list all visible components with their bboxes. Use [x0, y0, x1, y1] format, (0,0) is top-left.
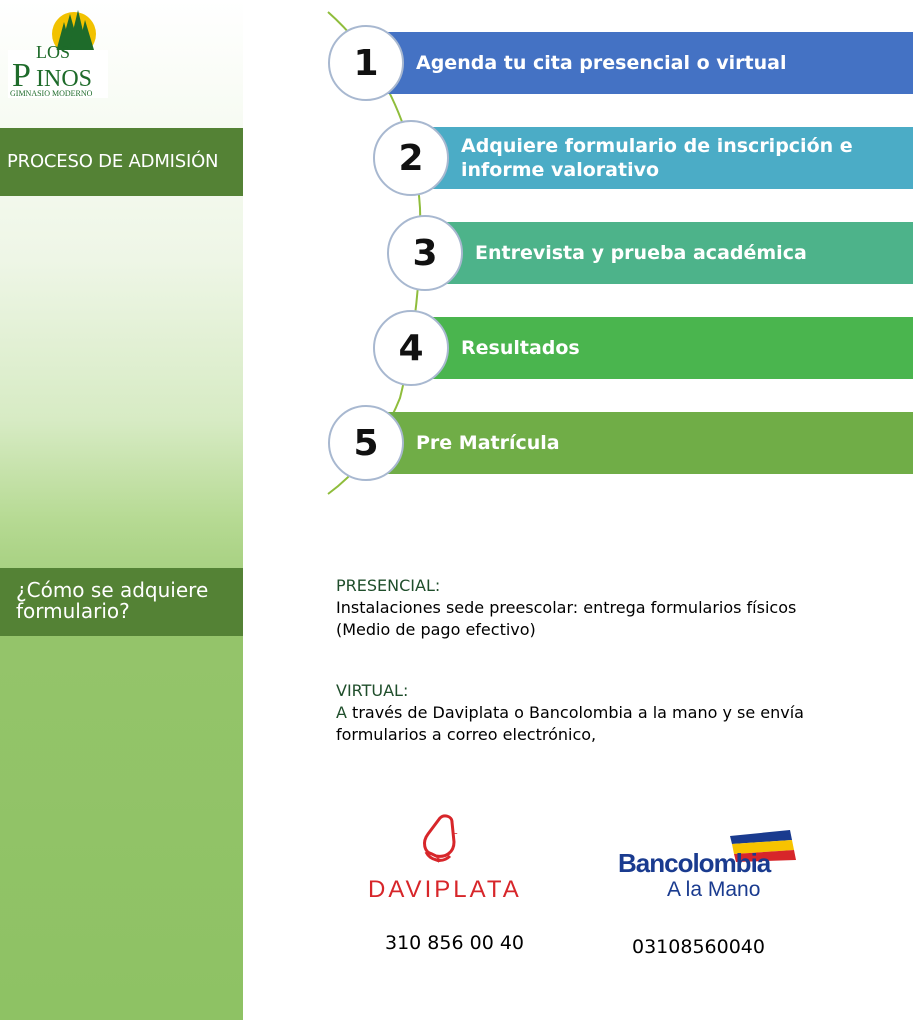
step-1-bar — [366, 32, 913, 94]
los-pinos-logo — [8, 6, 108, 98]
step-4-bar — [411, 317, 913, 379]
step-1-number: 1 — [328, 25, 404, 101]
virtual-info — [336, 680, 804, 746]
svg-text:LOS: LOS — [36, 42, 71, 62]
step-3-bar — [425, 222, 913, 284]
admission-process-label: PROCESO DE ADMISIÓN — [7, 151, 219, 172]
step-4-number: 4 — [373, 310, 449, 386]
step-2-bar — [411, 127, 913, 189]
daviplata-logo — [366, 812, 531, 907]
bancolombia-wordmark: Bancolombia — [618, 848, 771, 878]
virtual-first-letter: A — [336, 703, 347, 722]
step-5-label: Pre Matrícula — [416, 432, 560, 454]
step-3-number: 3 — [387, 215, 463, 291]
virtual-line-1-rest: través de Daviplata o Bancolombia a la mano y se envía — [346, 703, 804, 722]
svg-text:$: $ — [436, 854, 442, 864]
virtual-line-1 — [336, 702, 804, 724]
daviplata-number: 310 856 00 40 — [385, 932, 525, 954]
step-5-number: 5 — [328, 405, 404, 481]
how-to-acquire-header — [0, 568, 243, 636]
svg-text:INOS: INOS — [36, 66, 93, 92]
bancolombia-logo — [612, 830, 797, 910]
presencial-line-1: Instalaciones sede preescolar: entrega formularios físicos — [336, 598, 797, 617]
presencial-info — [336, 575, 796, 641]
bancolombia-number: 03108560040 — [632, 936, 765, 958]
sidebar — [0, 0, 243, 1020]
virtual-heading: VIRTUAL: — [336, 681, 409, 700]
svg-text:GIMNASIO MODERNO: GIMNASIO MODERNO — [10, 89, 93, 98]
step-2-label: Adquiere formulario de inscripción e informe valorativo — [461, 135, 853, 181]
bancolombia-subtitle: A la Mano — [667, 878, 761, 901]
presencial-line-2: (Medio de pago efectivo) — [336, 620, 536, 639]
step-1-label: Agenda tu cita presencial o virtual — [416, 52, 787, 74]
step-5-bar — [366, 412, 913, 474]
admission-process-header — [0, 128, 243, 196]
step-2-number: 2 — [373, 120, 449, 196]
step-4-label: Resultados — [461, 337, 580, 359]
svg-text:L: L — [452, 826, 458, 837]
svg-text:P: P — [12, 57, 31, 94]
daviplata-wordmark: DAVIPLATA — [368, 876, 522, 903]
step-3-label: Entrevista y prueba académica — [475, 242, 807, 264]
daviplata-phone-icon — [366, 812, 531, 872]
how-to-acquire-label: ¿Cómo se adquiere formulario? — [16, 578, 209, 623]
presencial-heading: PRESENCIAL: — [336, 576, 441, 595]
virtual-line-2: formularios a correo electrónico, — [336, 725, 597, 744]
